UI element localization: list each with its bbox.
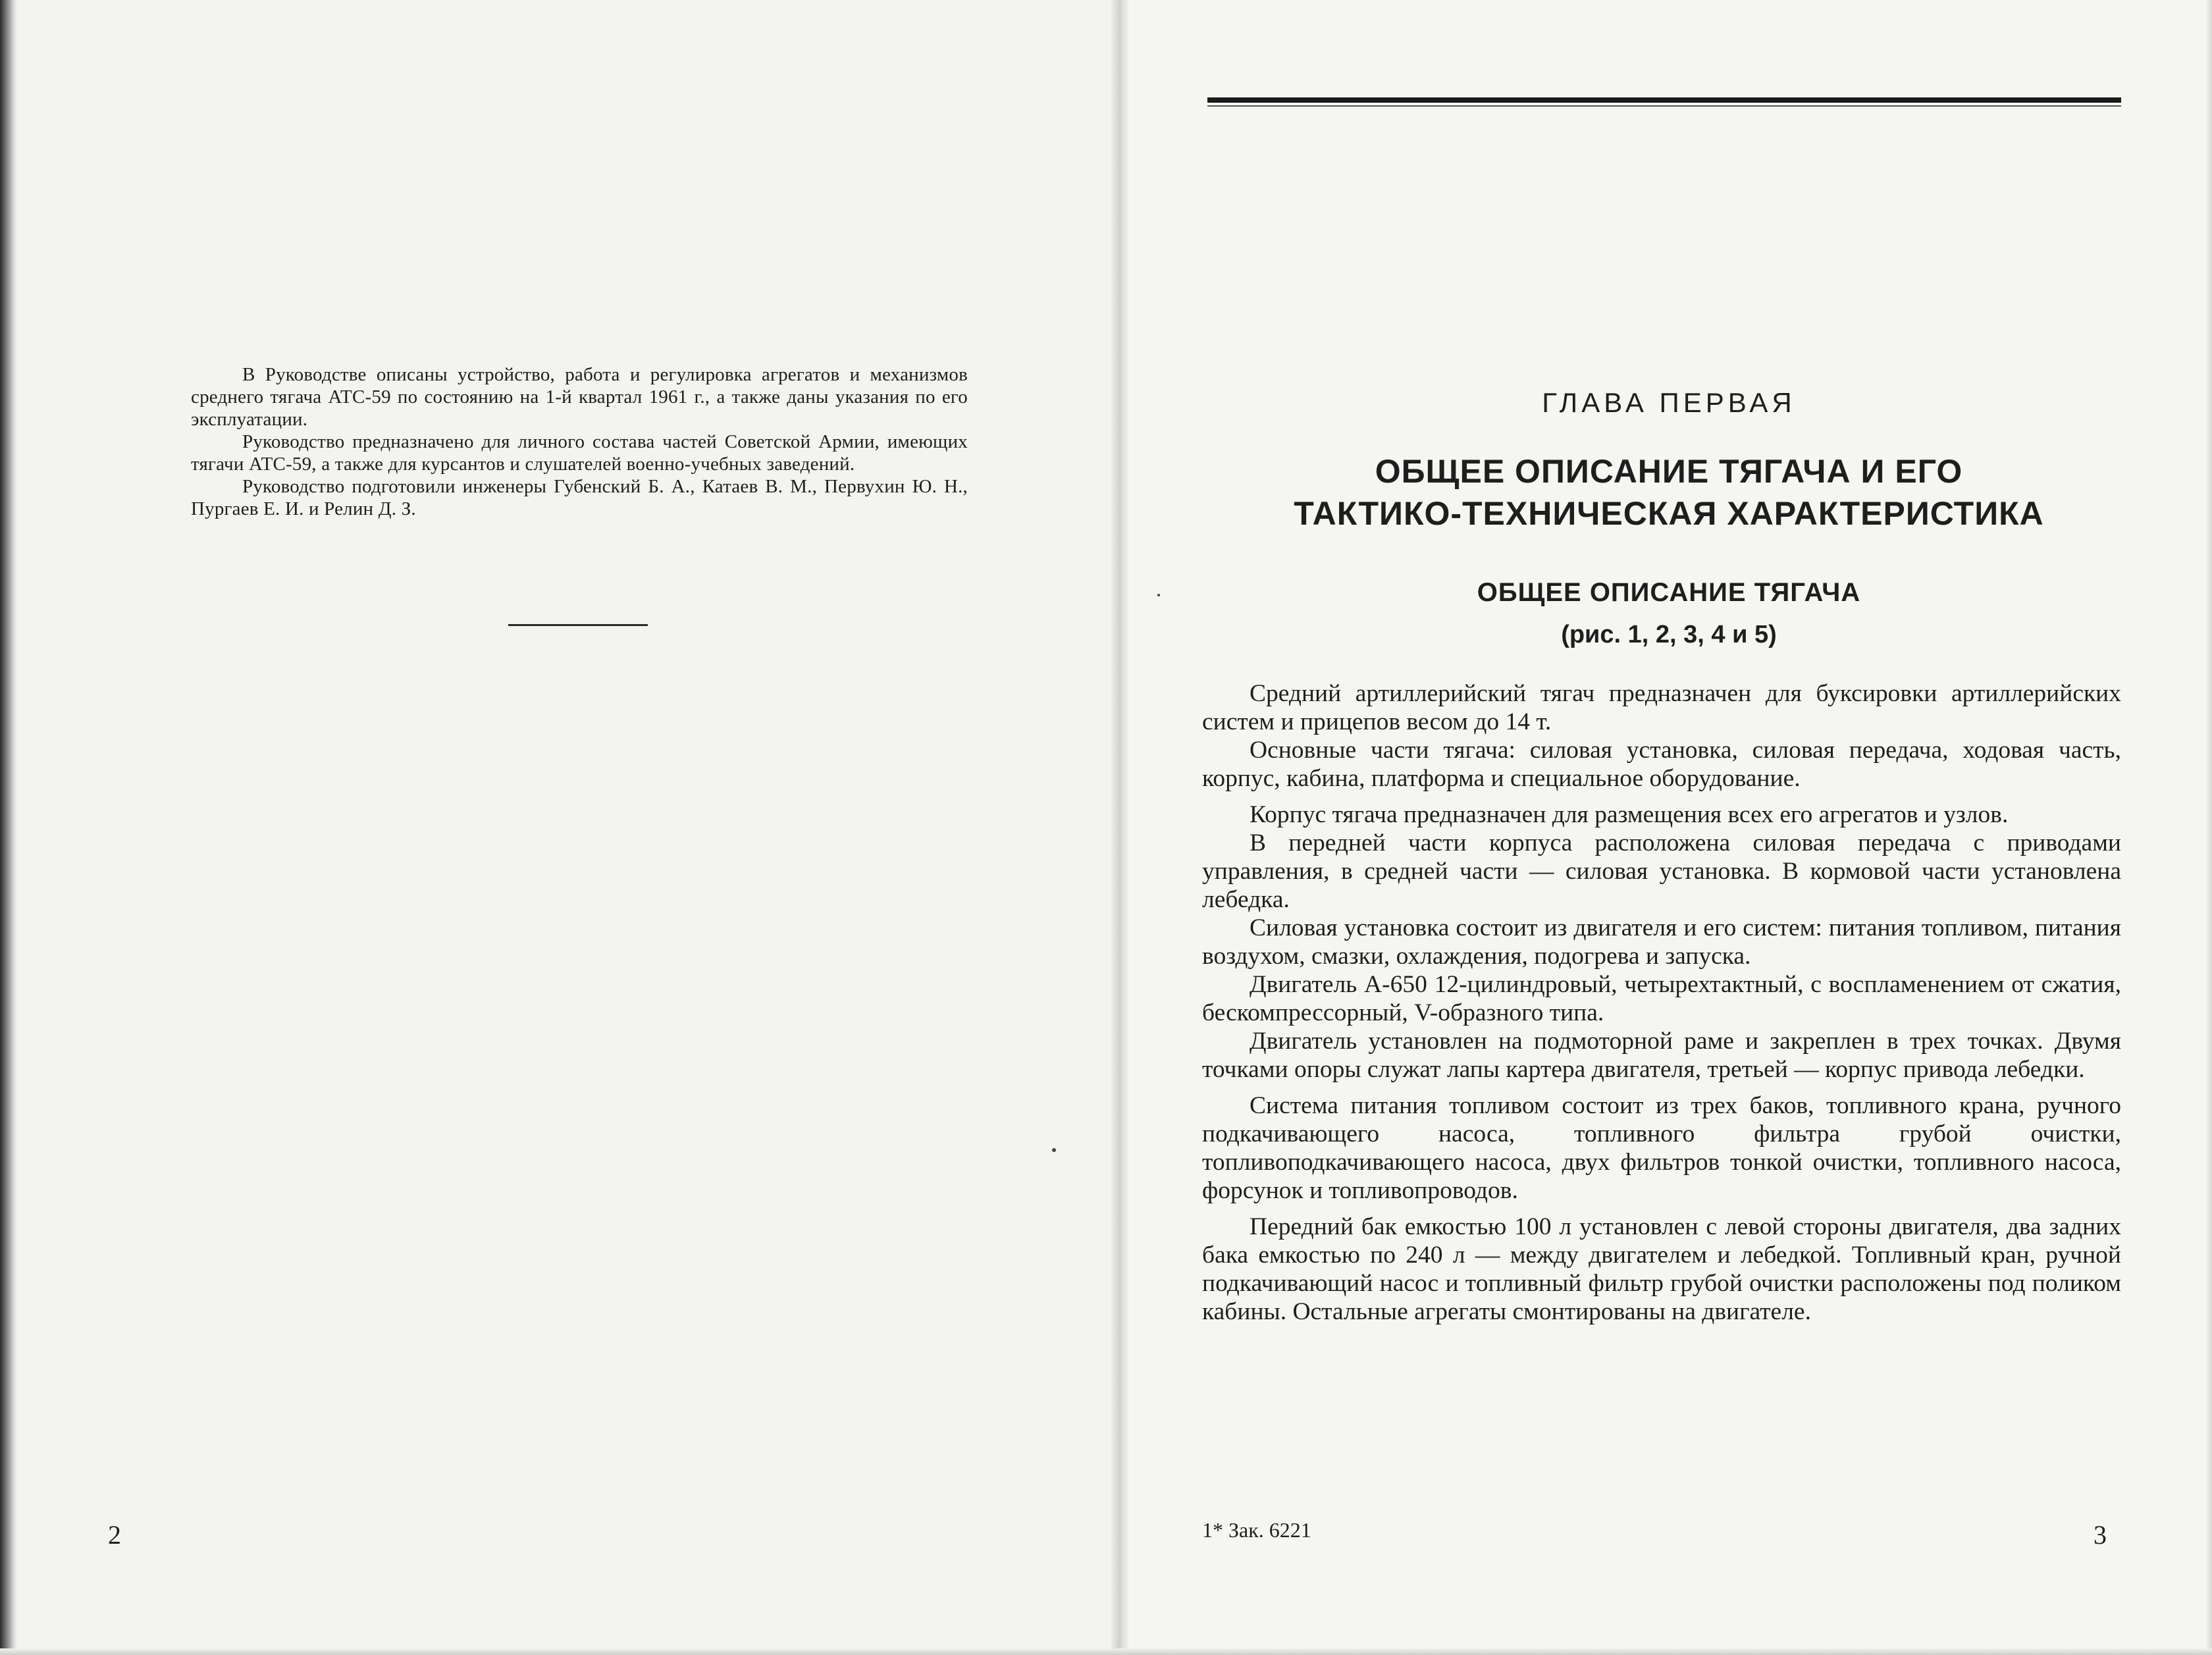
body-paragraph: В передней части корпуса расположена силовая передача с приводами управления, в средней части — силовая установка. В кормовой части установлена лебедка. [1202, 829, 2121, 913]
annotation-paragraph: Руководство подготовили инженеры Губенский Б. А., Катаев В. М., Первухин Ю. Н., Пургаев Е. И. и Релин Д. З. [191, 476, 968, 519]
print-order-footer: 1* Зак. 6221 [1202, 1518, 1311, 1542]
scan-edge-shadow [0, 0, 17, 1655]
body-paragraph: Основные части тягача: силовая установка, силовая передача, ходовая часть, корпус, кабина, платформа и специальное оборудование. [1202, 737, 2121, 792]
chapter-title-line: ОБЩЕЕ ОПИСАНИЕ ТЯГАЧА И ЕГО [1375, 453, 1963, 490]
annotation-paragraph: В Руководстве описаны устройство, работа и регулировка агрегатов и механизмов среднего тягача АТС-59 по состоянию на 1-й квартал 1961 г., а также даны указания по его эксплуатации. [191, 364, 968, 430]
divider-rule [508, 624, 648, 626]
chapter-title-line: ТАКТИКО-ТЕХНИЧЕСКАЯ ХАРАКТЕРИСТИКА [1294, 495, 2044, 532]
body-text [1202, 679, 2121, 1326]
annotation-paragraph: Руководство предназначено для личного состава частей Советской Армии, имеющих тягачи АТС-59, а также для курсантов и слушателей военно-учебных заведений. [191, 431, 968, 475]
scan-edge-right [2205, 0, 2212, 1655]
page-number-left: 2 [108, 1520, 121, 1550]
scan-speck [1052, 1148, 1056, 1152]
book-gutter [1111, 0, 1128, 1655]
body-paragraph: Двигатель А-650 12-цилиндровый, четырехтактный, с воспламенением от сжатия, бескомпрессорный, V-образного типа. [1202, 971, 2121, 1026]
chapter-label: ГЛАВА ПЕРВАЯ [1542, 387, 1796, 418]
scan-edge-bottom [0, 1648, 2212, 1655]
body-paragraph: Средний артиллерийский тягач предназначен для буксировки артиллерийских систем и прицепов весом до 14 т. [1202, 680, 2121, 735]
chapter-title [1218, 450, 2120, 535]
page-number-right: 3 [2094, 1520, 2107, 1550]
left-page-annotation [191, 363, 968, 520]
body-paragraph: Система питания топливом состоит из трех баков, топливного крана, ручного подкачивающего насоса, топливного фильтра грубой очистки, топливоподкачивающего насоса, двух фильтров тонкой очистки, топливного насоса, форсунок и топливопроводов. [1202, 1092, 2121, 1204]
header-rule [1207, 97, 2121, 103]
section-title: ОБЩЕЕ ОПИСАНИЕ ТЯГАЧА [1477, 578, 1861, 607]
body-paragraph: Корпус тягача предназначен для размещения всех его агрегатов и узлов. [1250, 801, 2009, 828]
body-paragraph: Передний бак емкостью 100 л установлен с левой стороны двигателя, два задних бака емкостью по 240 л — между двигателем и лебедкой. Топливный кран, ручной подкачивающий насос и топливный фильтр грубой очистки расположены под поликом кабины. Остальные агрегаты смонтированы на двигателе. [1202, 1213, 2121, 1325]
body-paragraph: Силовая установка состоит из двигателя и его систем: питания топливом, питания воздухом, смазки, охлаждения, подогрева и запуска. [1202, 914, 2121, 970]
scan-speck [1157, 594, 1160, 596]
section-subtitle: (рис. 1, 2, 3, 4 и 5) [1561, 621, 1777, 648]
header-rule-thin [1207, 105, 2121, 107]
body-paragraph: Двигатель установлен на подмоторной раме и закреплен в трех точках. Двумя точками опоры служат лапы картера двигателя, третьей — корпус привода лебедки. [1202, 1028, 2121, 1083]
